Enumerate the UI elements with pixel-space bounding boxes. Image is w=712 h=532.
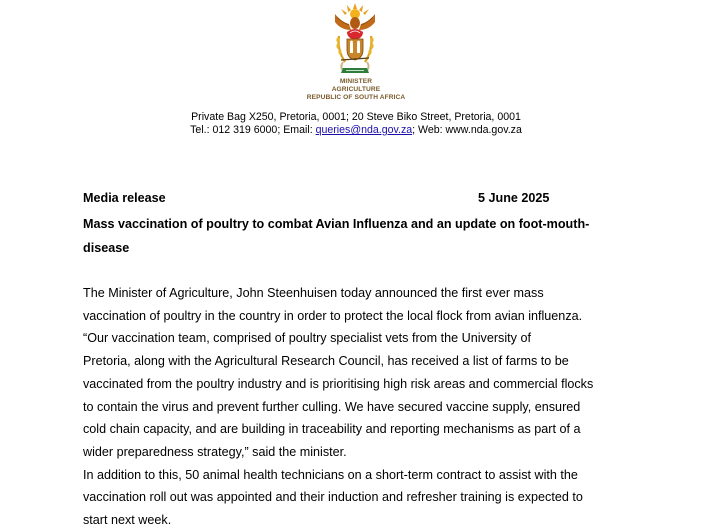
coat-of-arms-icon [327,2,383,76]
ministry-name [256,78,456,103]
body-line: In addition to this, 50 animal health technicians on a short-term contract to assist with the [83,467,578,482]
body-line: to contain the virus and prevent further culling. We have secured vaccine supply, ensured [83,399,581,414]
body-line: vaccinated from the poultry industry and is prioritising high risk areas and commercial flocks [83,376,594,391]
title-line: Mass vaccination of poultry to combat Avian Influenza and an update on foot-mouth- [83,217,590,231]
email-link[interactable]: queries@nda.gov.za [315,124,413,136]
body-line: The Minister of Agriculture, John Steenhuisen today announced the first ever mass [83,286,544,300]
ministry-line: MINISTER [339,78,373,85]
title-line: disease [83,241,130,255]
body-line: vaccination of poultry in the country in order to protect the local flock from avian influenza. [83,308,583,323]
contact-suffix: ; Web: www.nda.gov.za [412,124,522,136]
postal-address: Private Bag X250, Pretoria, 0001; 20 Steve Biko Street, Pretoria, 0001 [191,111,521,123]
release-body [83,282,643,532]
page-title [83,212,643,260]
body-line: Pretoria, along with the Agricultural Research Council, has received a list of farms to be [83,354,569,369]
body-line: “Our vaccination team, comprised of poultry specialist vets from the University of [83,331,531,346]
body-line: vaccination roll out was appointed and their induction and refresher training is expected to [83,490,583,505]
ministry-line: REPUBLIC OF SOUTH AFRICA [306,94,406,102]
release-label: Media release [83,191,166,205]
contact-details [140,124,572,137]
body-line: start next week. [83,513,172,528]
release-header [83,191,563,209]
body-line: wider preparedness strategy,” said the minister. [83,444,347,459]
release-date: 5 June 2025 [478,191,550,205]
letterhead-address [140,111,572,137]
contact-prefix: Tel.: 012 319 6000; Email: [190,124,316,136]
ministry-line: AGRICULTURE [331,86,381,94]
body-line: cold chain capacity, and are building in traceability and reporting mechanisms as part of a [83,422,581,437]
